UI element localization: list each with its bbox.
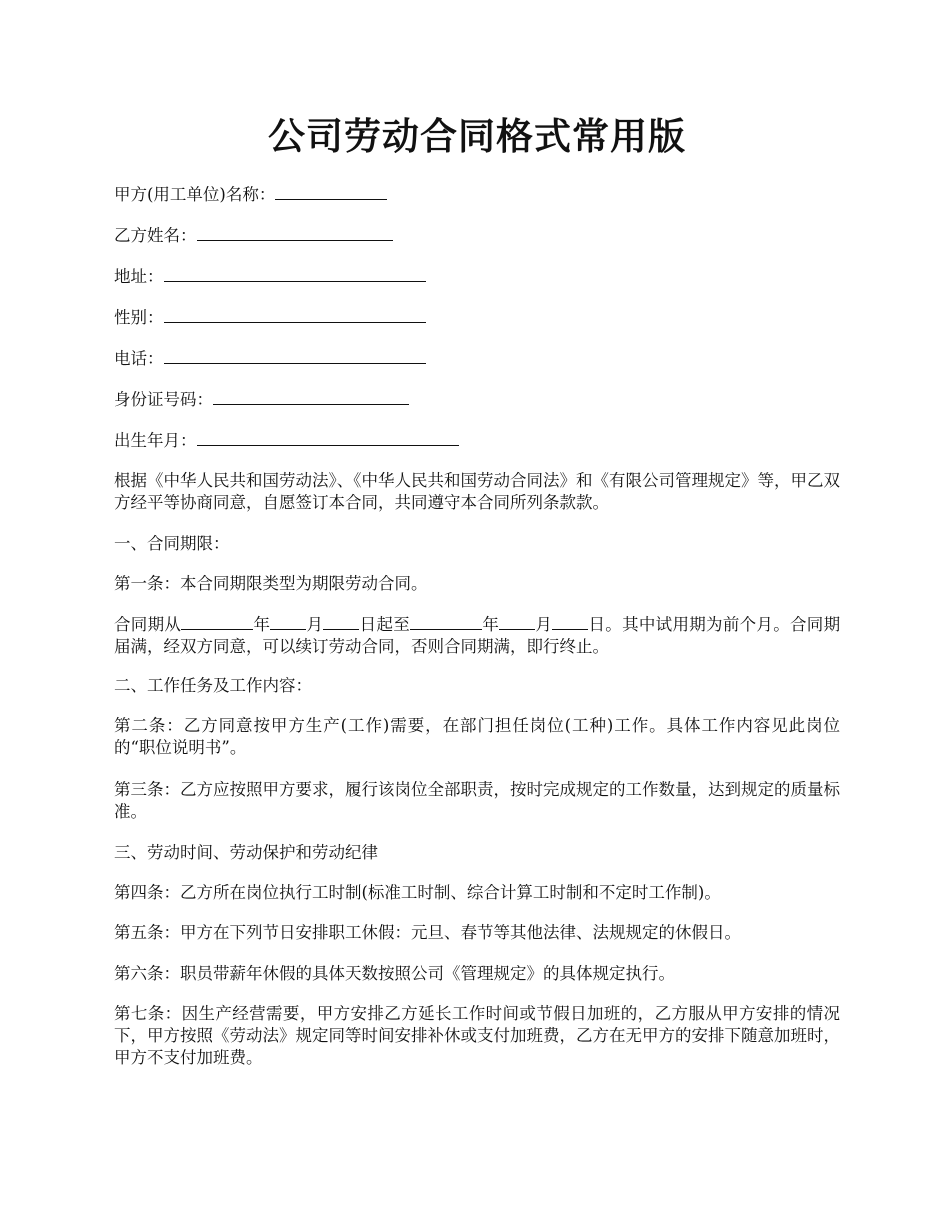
field-party-a-name xyxy=(114,183,387,206)
article-5: 第五条：甲方在下列节日安排职工休假：元旦、春节等其他法律、法规规定的休假日。 xyxy=(114,923,741,942)
blank-line xyxy=(499,613,535,630)
field-birth-date xyxy=(114,429,459,452)
term-text: 月 xyxy=(306,615,324,634)
field-phone xyxy=(114,347,426,370)
field-address xyxy=(114,265,426,288)
field-id-number xyxy=(114,388,409,411)
blank-line xyxy=(552,613,588,630)
intro-paragraph: 根据《中华人民共和国劳动法》、《中华人民共和国劳动合同法》和《有限公司管理规定》等，甲乙双方经平等协商同意，自愿签订本合同，共同遵守本合同所列条款款。 xyxy=(114,471,840,512)
blank-line xyxy=(164,306,426,323)
blank-line xyxy=(164,265,426,282)
field-party-b-name xyxy=(114,224,393,247)
term-text: 月 xyxy=(535,615,553,634)
field-label: 性别： xyxy=(114,308,164,327)
term-text: 年 xyxy=(253,615,271,634)
field-gender xyxy=(114,306,426,329)
article-1: 第一条：本合同期限类型为期限劳动合同。 xyxy=(114,574,428,593)
term-text: 年 xyxy=(482,615,500,634)
section-heading-3: 三、劳动时间、劳动保护和劳动纪律 xyxy=(114,843,378,862)
article-2: 第二条：乙方同意按甲方生产(工作)需要，在部门担任岗位(工种)工作。具体工作内容见此岗位的“职位说明书”。 xyxy=(114,716,840,757)
article-6: 第六条：职员带薪年休假的具体天数按照公司《管理规定》的具体规定执行。 xyxy=(114,964,675,983)
section-heading-1: 一、合同期限： xyxy=(114,534,230,553)
blank-line xyxy=(270,613,306,630)
field-label: 出生年月： xyxy=(114,431,197,450)
blank-line xyxy=(197,429,459,446)
field-label: 身份证号码： xyxy=(114,390,213,409)
document-title: 公司劳动合同格式常用版 xyxy=(268,114,686,158)
article-7: 第七条：因生产经营需要，甲方安排乙方延长工作时间或节假日加班的，乙方服从甲方安排的情况下，甲方按照《劳动法》规定同等时间安排补休或支付加班费，乙方在无甲方的安排下随意加班时，甲方不支付加班费。 xyxy=(114,1004,840,1067)
term-text: 日起至 xyxy=(359,615,411,634)
blank-line xyxy=(164,347,426,364)
blank-line xyxy=(323,613,359,630)
blank-line xyxy=(275,183,387,200)
article-3: 第三条：乙方应按照甲方要求，履行该岗位全部职责，按时完成规定的工作数量，达到规定的质量标准。 xyxy=(114,780,840,821)
field-label: 电话： xyxy=(114,349,164,368)
article-4: 第四条：乙方所在岗位执行工时制(标准工时制、综合计算工时制和不定时工作制)。 xyxy=(114,883,721,902)
term-text: 日。其中试用期为前个月。合同期届满，经双方同意，可以续订劳动合同，否则合同期满，即行终止。 xyxy=(114,615,841,656)
field-label: 乙方姓名： xyxy=(114,226,197,245)
term-paragraph xyxy=(114,613,840,658)
blank-line xyxy=(197,224,393,241)
blank-line xyxy=(410,613,482,630)
field-label: 甲方(用工单位)名称： xyxy=(114,185,276,204)
blank-line xyxy=(213,388,409,405)
field-label: 地址： xyxy=(114,267,164,286)
term-text: 合同期从 xyxy=(114,615,182,634)
section-heading-2: 二、工作任务及工作内容： xyxy=(114,676,312,695)
blank-line xyxy=(181,613,253,630)
